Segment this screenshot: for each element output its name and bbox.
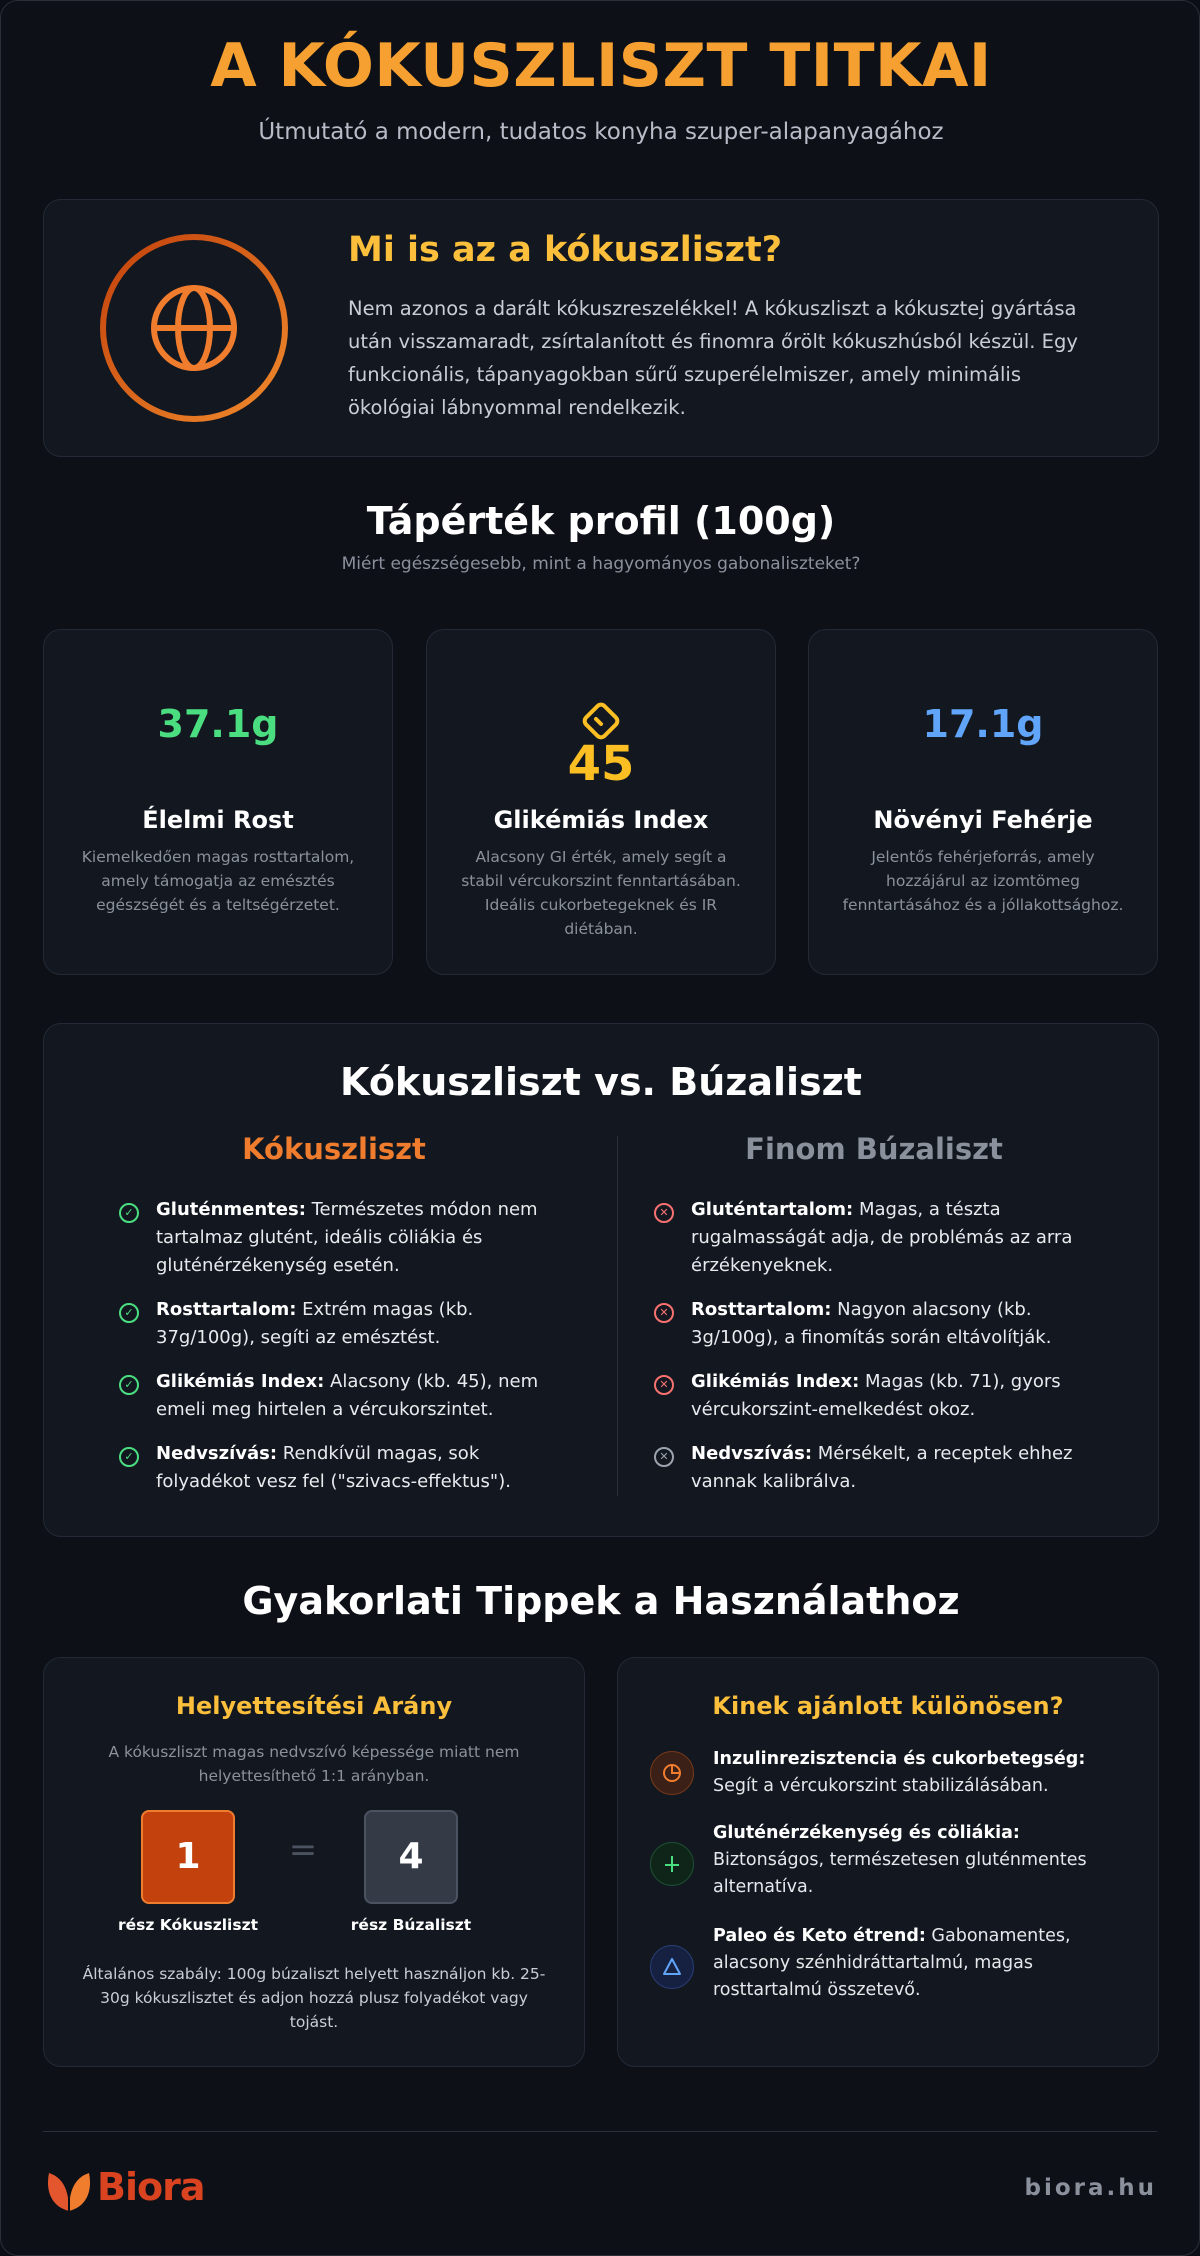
- plant-icon: [650, 1842, 694, 1886]
- wheat-item-gluten: Gluténtartalom: Magas, a tészta rugalmasságát adja, de problémás az arra érzékenyeknek.: [691, 1199, 1073, 1276]
- coconut-ratio-label: rész Kókuszliszt: [117, 1916, 259, 1934]
- ratio-rule: Általános szabály: 100g búzaliszt helyett használjon kb. 25-30g kókuszlisztet és adjon hozzá plusz folyadékot vagy tojást.: [82, 1965, 546, 2031]
- nutrition-card-fiber: [43, 629, 393, 975]
- comparison-card: [43, 1023, 1159, 1537]
- wheat-ratio-box: 4: [364, 1810, 458, 1904]
- comparison-divider: [617, 1136, 618, 1496]
- coconut-ratio-box: 1: [141, 1810, 235, 1904]
- protein-value: 17.1g: [922, 702, 1044, 746]
- gi-label: Glikémiás Index: [493, 806, 709, 834]
- coconut-item-absorption: Nedvszívás: Rendkívül magas, sok folyadékot vesz fel ("szivacs-effektus").: [156, 1443, 511, 1492]
- recommended-heading: Kinek ajánlott különösen?: [712, 1692, 1064, 1720]
- x-icon: ✕: [654, 1203, 674, 1223]
- gi-desc: Alacsony GI érték, amely segít a stabil vércukorszint fenntartásában. Ideális cukorbetegeknek és IR diétában.: [461, 848, 741, 938]
- ratio-card: [43, 1657, 585, 2067]
- page-title: A KÓKUSZLISZT TITKAI: [210, 31, 992, 101]
- coconut-item-gluten: Gluténmentes: Természetes módon nem tartalmaz glutént, ideális cöliákia és gluténérzékenység esetén.: [156, 1199, 538, 1276]
- check-icon: ✓: [119, 1375, 139, 1395]
- check-icon: ✓: [119, 1303, 139, 1323]
- nutrition-card-gi: [426, 629, 776, 975]
- intro-card: [43, 199, 1159, 457]
- leaf-logo-icon: [43, 2163, 95, 2213]
- footer-divider: [43, 2131, 1157, 2132]
- intro-text: Nem azonos a darált kókuszreszelékkel! A kókuszliszt a kókusztej gyártása után visszamaradt, zsírtalanított és finomra őrölt kókuszhúsból készül. Egy funkcionális, tápanyagokban sűrű szuperélelmiszer, amely minimális ökológiai lábnyommal rendelkezik.: [348, 297, 1078, 419]
- intro-heading: Mi is az a kókuszliszt?: [348, 230, 783, 270]
- globe-icon: [98, 232, 290, 424]
- gi-value: 45: [567, 736, 635, 792]
- wheat-ratio-label: rész Búzaliszt: [350, 1916, 472, 1934]
- nutrition-subtitle: Miért egészségesebb, mint a hagyományos gabonaliszteket?: [341, 554, 861, 574]
- fiber-label: Élelmi Rost: [142, 806, 294, 834]
- recommended-item-insulin: Inzulinrezisztencia és cukorbetegség: Segít a vércukorszint stabilizálásában.: [713, 1749, 1086, 1796]
- recommended-card: [617, 1657, 1159, 2067]
- recommended-item-paleo: Paleo és Keto étrend: Gabonamentes, alacsony szénhidráttartalmú, magas rosttartalmú összetevő.: [713, 1926, 1071, 2000]
- coconut-item-fiber: Rosttartalom: Extrém magas (kb. 37g/100g), segíti az emésztést.: [156, 1299, 474, 1348]
- wheat-item-gi: Glikémiás Index: Magas (kb. 71), gyors vércukorszint-emelkedést okoz.: [691, 1371, 1061, 1420]
- wheat-item-absorption: Nedvszívás: Mérsékelt, a receptek ehhez vannak kalibrálva.: [691, 1443, 1073, 1492]
- fiber-desc: Kiemelkedően magas rosttartalom, amely támogatja az emésztés egészségét és a teltségérzetet.: [81, 848, 355, 914]
- x-icon: ✕: [654, 1447, 674, 1467]
- pie-chart-icon: [650, 1751, 694, 1795]
- protein-desc: Jelentős fehérjeforrás, amely hozzájárul az izomtömeg fenntartásához és a jóllakottsághoz.: [842, 848, 1124, 914]
- wheat-heading: Finom Búzaliszt: [745, 1132, 1003, 1166]
- page-subtitle: Útmutató a modern, tudatos konyha szuper-alapanyagához: [258, 119, 944, 145]
- x-icon: ✕: [654, 1303, 674, 1323]
- check-icon: ✓: [119, 1203, 139, 1223]
- check-icon: ✓: [119, 1447, 139, 1467]
- ratio-heading: Helyettesítési Arány: [175, 1692, 453, 1720]
- x-icon: ✕: [654, 1375, 674, 1395]
- nutrition-card-protein: [808, 629, 1158, 975]
- brand-logo: Biora: [97, 2165, 205, 2209]
- coconut-heading: Kókuszliszt: [242, 1132, 426, 1166]
- protein-label: Növényi Fehérje: [873, 806, 1093, 834]
- ratio-intro: A kókuszliszt magas nedvszívó képessége miatt nem helyettesíthető 1:1 arányban.: [108, 1743, 520, 1785]
- nutrition-title: Tápérték profil (100g): [366, 499, 836, 543]
- comparison-title: Kókuszliszt vs. Búzaliszt: [340, 1060, 862, 1104]
- footer-url[interactable]: biora.hu: [1024, 2175, 1157, 2201]
- wheat-item-fiber: Rosttartalom: Nagyon alacsony (kb. 3g/100g), a finomítás során eltávolítják.: [691, 1299, 1052, 1348]
- tips-title: Gyakorlati Tippek a Használathoz: [242, 1579, 960, 1623]
- fiber-value: 37.1g: [157, 702, 279, 746]
- equals-sign: =: [288, 1830, 318, 1870]
- recommended-item-gluten: Gluténérzékenység és cöliákia: Biztonságos, természetesen gluténmentes alternatíva.: [713, 1823, 1087, 1897]
- coconut-item-gi: Glikémiás Index: Alacsony (kb. 45), nem emeli meg hirtelen a vércukorszintet.: [156, 1371, 539, 1420]
- triangle-icon: [650, 1945, 694, 1989]
